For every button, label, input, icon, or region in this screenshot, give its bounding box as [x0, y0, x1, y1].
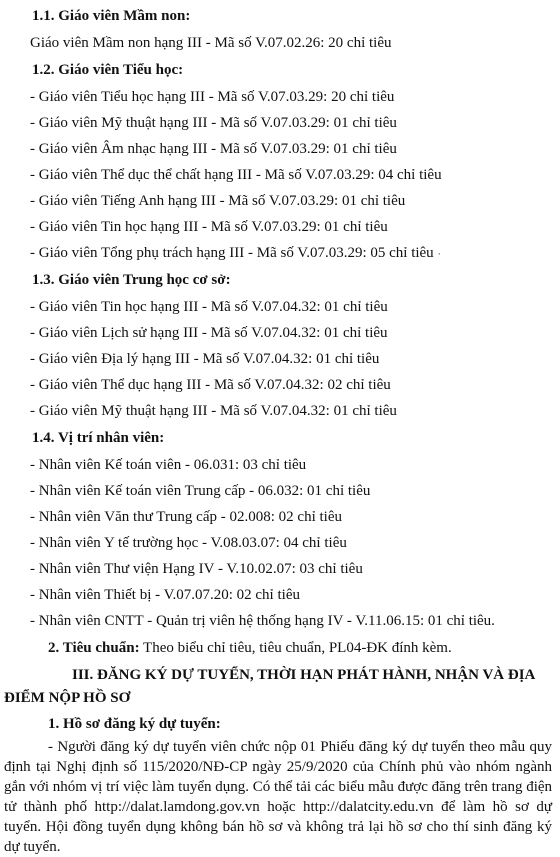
list-item	[30, 243, 560, 264]
section-3-title: III. ĐĂNG KÝ DỰ TUYỂN, THỜI HẠN PHÁT HÀNH, NHẬN VÀ ĐỊA	[72, 667, 536, 683]
list-item: - Nhân viên Thiết bị - V.07.07.20: 02 chỉ tiêu	[30, 587, 300, 603]
stray-mark: ·	[437, 248, 441, 259]
list-item: - Nhân viên Thư viện Hạng IV - V.10.02.07: 03 chỉ tiêu	[30, 561, 363, 577]
list-item: - Nhân viên Y tế trường học - V.08.03.07: 04 chỉ tiêu	[30, 535, 347, 551]
list-item: - Giáo viên Thể dục hạng III - Mã số V.07.04.32: 02 chỉ tiêu	[30, 377, 391, 393]
criteria-label: 2. Tiêu chuẩn:	[48, 640, 140, 656]
list-item: - Giáo viên Lịch sử hạng III - Mã số V.07.04.32: 01 chỉ tiêu	[30, 325, 388, 341]
list-item: - Nhân viên Văn thư Trung cấp - 02.008: 02 chỉ tiêu	[30, 509, 342, 525]
body-paragraph: - Người đăng ký dự tuyển viên chức nộp 01 Phiếu đăng ký dự tuyển theo mẫu quy định tại Nghị định số 115/2020/NĐ-CP ngày 25/9/2020 của Chính phủ vào nhóm ngành gắn với nhóm vị trí việc làm tuyển dụng. Có thể tải các biểu mẫu được đăng trên trang điện tử thành phố http://dalat.lamdong.gov.vn hoặc http://dalatcity.edu.vn để làm hồ sơ dự tuyển. Hội đồng tuyển dụng không bán hồ sơ và không trả lại hồ sơ cho thí sinh đăng ký dự tuyển.	[4, 739, 553, 855]
section-3-title-cont: ĐIỂM NỘP HỒ SƠ	[4, 690, 131, 706]
list-item: - Giáo viên Thể dục thể chất hạng III - Mã số V.07.03.29: 04 chỉ tiêu	[30, 167, 442, 183]
list-item: Giáo viên Mầm non hạng III - Mã số V.07.02.26: 20 chỉ tiêu	[30, 35, 392, 51]
list-item: - Giáo viên Tiểu học hạng III - Mã số V.07.03.29: 20 chỉ tiêu	[30, 89, 395, 105]
list-item: - Giáo viên Tiếng Anh hạng III - Mã số V.07.03.29: 01 chỉ tiêu	[30, 193, 406, 209]
criteria-text: Theo biểu chỉ tiêu, tiêu chuẩn, PL04-ĐK đính kèm.	[139, 640, 452, 656]
list-item: - Nhân viên Kế toán viên - 06.031: 03 chỉ tiêu	[30, 457, 307, 473]
heading-1-4: 1.4. Vị trí nhân viên:	[32, 430, 165, 446]
list-item-text: - Giáo viên Tổng phụ trách hạng III - Mã số V.07.03.29: 05 chỉ tiêu	[30, 245, 434, 261]
list-item: - Giáo viên Địa lý hạng III - Mã số V.07.04.32: 01 chỉ tiêu	[30, 351, 380, 367]
heading-1-2: 1.2. Giáo viên Tiểu học:	[32, 62, 184, 78]
heading-3-1: 1. Hồ sơ đăng ký dự tuyển:	[48, 716, 221, 732]
list-item: - Nhân viên CNTT - Quản trị viên hệ thống hạng IV - V.11.06.15: 01 chỉ tiêu.	[30, 613, 495, 629]
criteria-line	[48, 638, 560, 658]
list-item: - Nhân viên Kế toán viên Trung cấp - 06.032: 01 chỉ tiêu	[30, 483, 371, 499]
list-item: - Giáo viên Âm nhạc hạng III - Mã số V.07.03.29: 01 chỉ tiêu	[30, 141, 397, 157]
list-item: - Giáo viên Tin học hạng III - Mã số V.07.04.32: 01 chỉ tiêu	[30, 299, 388, 315]
list-item: - Giáo viên Mỹ thuật hạng III - Mã số V.07.04.32: 01 chỉ tiêu	[30, 403, 397, 419]
list-item: - Giáo viên Mỹ thuật hạng III - Mã số V.07.03.29: 01 chỉ tiêu	[30, 115, 397, 131]
list-item: - Giáo viên Tin học hạng III - Mã số V.07.03.29: 01 chỉ tiêu	[30, 219, 388, 235]
heading-1-1: 1.1. Giáo viên Mầm non:	[32, 8, 191, 24]
heading-1-3: 1.3. Giáo viên Trung học cơ sở:	[32, 272, 231, 288]
